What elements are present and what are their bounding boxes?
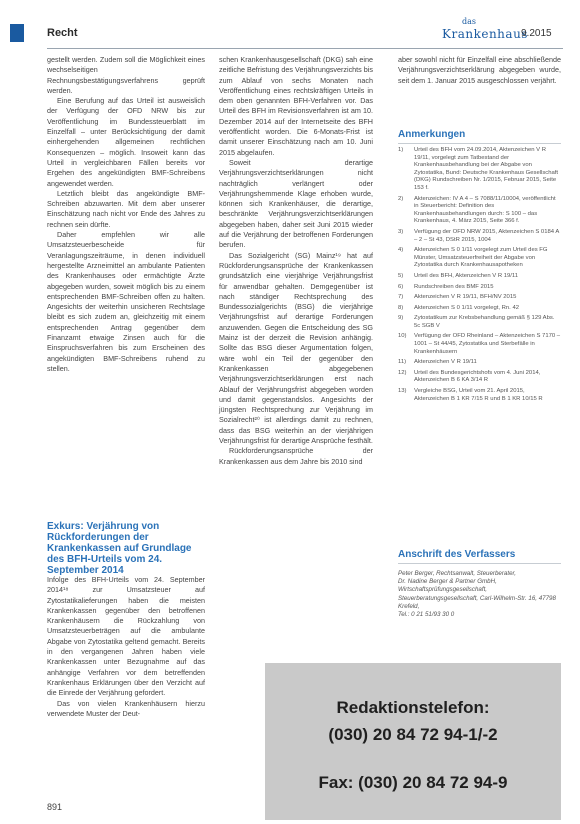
- note-text: Urteil des Bundesgerichtshofs vom 4. Juni 2014, Aktenzeichen B 6 KA 3/14 R: [414, 369, 541, 384]
- note-number: 1): [398, 147, 404, 153]
- note-number: 4): [398, 247, 404, 254]
- note-text: Urteil des BFH vom 24.09.2014, Aktenzeichen V R 19/11, vorgelegt zum Tatbestand der Krankenhausbehandlung bei der Abgabe von Zytostatika, Bund: Deutsche Krankenhaus Gesellschaft (DKG) Rundschreiben Nr. 1/2015, Februar 2015, Seite 153 f.: [414, 147, 559, 191]
- author-address: [398, 570, 561, 619]
- page-number: 891: [47, 802, 63, 812]
- note-number: 3): [398, 228, 404, 235]
- note-item: [398, 359, 561, 367]
- address-heading: Anschrift des Verfassers: [398, 549, 516, 560]
- section-label: Recht: [47, 27, 78, 39]
- editorial-phone-number: (030) 20 84 72 94-1/-2: [328, 725, 498, 744]
- note-item: [398, 284, 561, 292]
- note-item: [398, 196, 561, 226]
- paragraph: Das von vielen Krankenhäusern hierzu verwendete Muster der Deut-: [47, 698, 205, 718]
- note-item: [398, 273, 561, 281]
- note-text: Aktenzeichen V R 19/11, BFH/NV 2015: [414, 294, 517, 301]
- paragraph: Rückforderungsansprüche der Krankenkassen aus dem Jahre bis 2010 sind: [219, 446, 373, 466]
- excursus-heading: Exkurs: Verjährung von Rückforderungen der Krankenkassen auf Grundlage des BFH-Urteils vom 24. September 2014: [47, 521, 192, 576]
- address-line: Tel.: 0 21 51/93 30 0: [398, 611, 455, 619]
- note-number: 11): [398, 359, 407, 366]
- note-item: [398, 147, 561, 193]
- note-number: 12): [398, 369, 407, 376]
- note-number: 9): [398, 315, 404, 322]
- notes-list: [398, 147, 561, 406]
- note-number: 10): [398, 333, 407, 340]
- editorial-phone-label: Redaktionstelefon:: [336, 698, 490, 717]
- note-item: [398, 370, 561, 385]
- paragraph: Infolge des BFH-Urteils vom 24. September 2014¹⁸ zur Umsatzsteuer auf Zytostatikalieferungen haben die meisten Krankenkassen gegenüber den betroffenen Krankenhäusern die Rückzahlung von Umsatzsteuerbeträgen auf die ambulante Abgabe von Zytostatika geltend gemacht. Bereits in den vergangenen Jahren haben viele Krankenkassen unter Bezugnahme auf das anhängige Verfahren vor dem betreffenden Krankenhaus Erklärungen über den Verzicht auf die Einrede der Verjährung gefordert.: [47, 575, 205, 698]
- note-item: [398, 315, 561, 330]
- logo-line-2: Krankenhaus: [442, 27, 528, 41]
- paragraph: gestellt werden. Zudem soll die Möglichkeit eines wechselseitigen Rechnungsbestätigungsverfahrens geprüft werden.: [47, 55, 205, 95]
- note-text: Aktenzeichen S 0 1/11 vorgelegt, Rn. 42: [414, 304, 520, 311]
- note-number: 13): [398, 388, 407, 395]
- paragraph: Das Sozialgericht (SG) Mainz¹⁹ hat auf Rückforderungsansprüche der Krankenkassen grundsätzlich eine vierjährige Verjährungsfrist für anwendbar gehalten. Demgegenüber ist nach ständiger Rechtsprechung des Bundessozialgerichts (BSG) die vierjährige Verjährungsfrist auf derartige Forderungen anzuwenden. Gegen die Entscheidung des SG Mainz ist der derzeit die Revision anhängig. Sollte das BSG dieser Argumentation folgen, wäre wohl ein Teil der gegenüber den Krankenkassen abgegebenen Verjährungsverzichtserklärungen erst nach Ablauf der Verjährungsfrist abgegeben worden und damit gegenstandslos. Angesichts der jüngsten Rechtsprechung zur Verjährung im Sozialrecht²⁰ ist allerdings damit zu rechnen, dass das BSG weiterhin an der vierjährigen Verjährungsfrist für derartige Ansprüche festhält.: [219, 250, 373, 445]
- notes-rule: [398, 143, 561, 144]
- note-item: [398, 294, 561, 302]
- paragraph: aber sowohl nicht für Einzelfall eine abschließende Verjährungsverzichtserklärung abgegeben wurde, seit dem 1. Januar 2015 ausgeschlossen verjährt.: [398, 55, 561, 85]
- note-text: Verfügung der OFD NRW 2015, Aktenzeichen S 0184 A – 2 – St 43, DStR 2015, 1004: [414, 228, 559, 243]
- address-line: Peter Berger, Rechtsanwalt, Steuerberater,: [398, 570, 516, 577]
- issue-number: 9.2015: [521, 28, 552, 39]
- editorial-contact-box: [265, 663, 561, 820]
- paragraph: Soweit derartige Verjährungsverzichtserklärungen nicht nachträglich verlängert oder Verjährungshemmende Klage erhoben wurde, können sich Krankenhäuser, die derartige, beschränkte Verjährungsverzichtserklärungen abgegeben haben, daher seit Juni 2015 wieder auf die Verjährung der betroffenen Forderungen berufen.: [219, 157, 373, 250]
- notes-heading: Anmerkungen: [398, 129, 466, 140]
- section-marker: [10, 24, 24, 42]
- header-rule: [47, 48, 563, 49]
- address-rule: [398, 563, 561, 564]
- note-item: [398, 333, 561, 356]
- paragraph: Daher empfehlen wir alle Umsatzsteuerbescheide für Veranlagungszeiträume, in denen individuell hergestellte Arzneimittel an ambulante Patienten des Krankenhauses oder ermächtigte Ärzte abgegeben wurden, soweit möglich bis zu einem entsprechenden BMF-Schreiben offen zu halten. Angesichts der weiterhin unsicheren Rechtslage bleibt es sich zudem an, gleichzeitig mit einem entsprechenden Antrag gegenüber dem Finanzamt etwaige Zinsen auch für die Einspruchsverfahren bis zum Erscheinen des angekündigten BMF-Schreibens ruhend zu stellen.: [47, 230, 205, 373]
- note-text: Urteil des BFH, Aktenzeichen V R 19/11: [414, 272, 519, 279]
- address-line: Dr. Nadine Berger & Partner GmbH, Wirtschaftsprüfungsgesellschaft, Steuerberatungsgesellschaft, Carl-Wilhelm-Str. 16, 47798 Krefeld,: [398, 578, 556, 610]
- note-text: Rundschreiben des BMF 2015: [414, 283, 494, 290]
- note-item: [398, 229, 561, 244]
- column-1: [47, 55, 205, 374]
- note-number: 2): [398, 195, 404, 202]
- note-item: [398, 305, 561, 313]
- note-item: [398, 388, 561, 403]
- note-number: 6): [398, 283, 404, 290]
- paragraph: Eine Berufung auf das Urteil ist ausweislich der Verfügung der OFD NRW bis zur Veröffentlichung im Bundessteuerblatt im Einzelfall – unter Berücksichtigung der damit einhergehenden allgemeinen rechtlichen Konsequenzen – möglich. Insoweit kann das Urteil in vergleichbaren Fällen bereits vor Ergehen des angekündigten BMF-Schreibens angewendet werden.: [47, 96, 205, 188]
- note-text: Zytostatikum zur Krebsbehandlung gemäß § 129 Abs. 5c SGB V: [414, 315, 555, 329]
- note-number: 5): [398, 272, 404, 279]
- logo-line-1: das: [462, 17, 476, 26]
- paragraph: schen Krankenhausgesellschaft (DKG) sah eine zeitliche Befristung des Verjährungsverzichts bis zum Ablauf von sechs Monaten nach Veröffentlichung eines rechtskräftigen Urteils in dem oben genannten BFH-Verfahren vor. Das Urteil des BFH im Revisionsverfahren ist am 10. Dezember 2014 auf der Internetseite des BFH veröffentlicht worden. Die 6-Monats-Frist ist damit unserer Einschätzung nach am 10. Juni 2015 abgelaufen.: [219, 55, 373, 157]
- note-text: Aktenzeichen V R 19/11: [414, 359, 477, 366]
- note-number: 8): [398, 304, 404, 311]
- note-text: Aktenzeichen S 0 1/11 vorgelegt zum Urteil des FG Münster, Umsatzsteuerfreiheit der Abgabe von Zytostatika durch Krankenhausapotheken: [414, 247, 548, 269]
- note-item: [398, 247, 561, 270]
- note-text: Vergleiche BSG, Urteil vom 21. April 2015, Aktenzeichen B 1 KR 7/15 R und B 1 KR 10/15 R: [414, 388, 543, 402]
- column-1-continued: [47, 575, 205, 719]
- note-text: Verfügung der OFD Rheinland – Aktenzeichen S 7170 – 1001 – St 44/45, Zytostatika und Sterbefälle in Krankenhäusern: [414, 333, 561, 355]
- note-text: Aktenzeichen: IV A 4 – S 7088/11/10004, veröffentlicht in Steuerbericht: Definition des Krankenhausbehandlungen durch: S 100 – das Krankenhaus, 4. März 2015, Seite 366 f.: [414, 195, 556, 225]
- editorial-fax: Fax: (030) 20 84 72 94-9: [318, 773, 508, 792]
- column-3: [398, 55, 561, 86]
- note-number: 7): [398, 294, 404, 301]
- column-2: [219, 55, 373, 467]
- journal-logo: [440, 17, 528, 45]
- paragraph: Letztlich bleibt das angekündigte BMF-Schreiben abzuwarten. Mit dem aber unserer Einschätzung nach nicht vor Ende des Jahres zu rechnen sein dürfte.: [47, 188, 205, 229]
